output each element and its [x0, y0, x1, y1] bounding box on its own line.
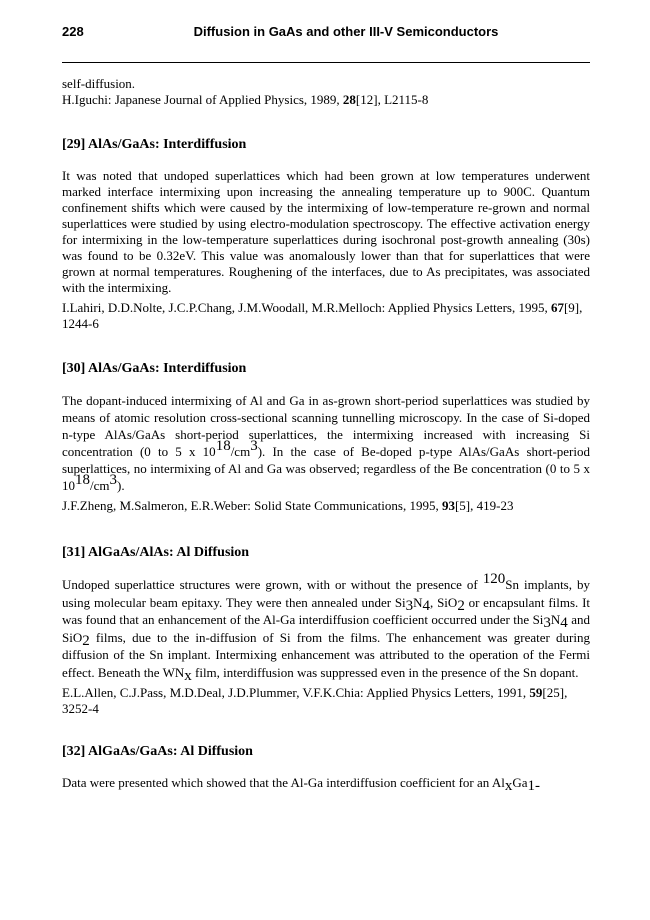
- section-body: It was noted that undoped superlattices which had been grown at low temperatures underwent marked interface intermixing upon increasing the annealing temperature up to 900C. Quantum confinement shifts which were caused by the intermixing of low-temperature re-grown and normal superlattices were studied by using electro-modulation spectroscopy. The effective activation energy for intermixing in the low-temperature superlattices during isochronal post-growth annealing (30s) was found to be 0.32eV. This value was anomalously lower than that for superlattices that were grown at normal temperatures. Roughening of the interfaces, due to As precipitates, was associated with the intermixing.: [62, 168, 590, 295]
- section-heading: [30] AlAs/GaAs: Interdiffusion: [62, 361, 247, 376]
- running-title: Diffusion in GaAs and other III-V Semiconductors: [193, 24, 499, 39]
- section-heading: [29] AlAs/GaAs: Interdiffusion: [62, 137, 247, 152]
- section-body: Undoped superlattice structures were grown, with or without the presence of 120Sn implants, by using molecular beam epitaxy. They were then annealed under Si3N4, SiO2 or encapsulant films. It was found that an enhancement of the Al-Ga interdiffusion coefficient occurred under the Si3N4 and SiO2 films, due to the in-diffusion of Si from the films. The enhancement was greater during diffusion of the Sn implant. Intermixing enhancement was attributed to the operation of the Fermi effect. Beneath the WNx film, interdiffusion was suppressed even in the presence of the Sn dopant.: [62, 571, 591, 684]
- section-body: Data were presented which showed that the Al-Ga interdiffusion coefficient for an AlxGa1-: [62, 775, 540, 794]
- citation: I.Lahiri, D.D.Nolte, J.C.P.Chang, J.M.Woodall, M.R.Melloch: Applied Physics Letters, 1995, 67[9], 1244-6: [62, 300, 583, 331]
- continued-text: self-diffusion.: [62, 76, 136, 91]
- citation: J.F.Zheng, M.Salmeron, E.R.Weber: Solid State Communications, 1995, 93[5], 419-23: [62, 498, 514, 513]
- section-body: The dopant-induced intermixing of Al and Ga in as-grown short-period superlattices was studied by means of atomic resolution cross-sectional scanning tunnelling microscopy. In the case of Si-doped n-type AlAs/GaAs short-period superlattices, the intermixing increased with increasing Si concentration (0 to 5 x 1018/cm3). In the case of Be-doped p-type AlAs/GaAs short-period superlattices, no intermixing of Al and Ga was observed; regardless of the Be concentration (0 to 5 x 1018/cm3).: [62, 393, 591, 493]
- citation: H.Iguchi: Japanese Journal of Applied Physics, 1989, 28[12], L2115-8: [62, 92, 429, 107]
- page-body: [62, 76, 591, 794]
- citation: E.L.Allen, C.J.Pass, M.D.Deal, J.D.Plummer, V.F.K.Chia: Applied Physics Letters, 1991, 59[25], 3252-4: [62, 685, 568, 716]
- header-rule: [62, 62, 590, 63]
- page-header: [62, 24, 590, 44]
- section-32: [62, 743, 590, 794]
- section-heading: [31] AlGaAs/AlAs: Al Diffusion: [62, 545, 250, 560]
- section-29: [62, 136, 590, 332]
- section-31: [62, 544, 590, 717]
- section-heading: [32] AlGaAs/GaAs: Al Diffusion: [62, 744, 253, 759]
- page-number: 228: [62, 24, 84, 39]
- section-30: [62, 360, 590, 514]
